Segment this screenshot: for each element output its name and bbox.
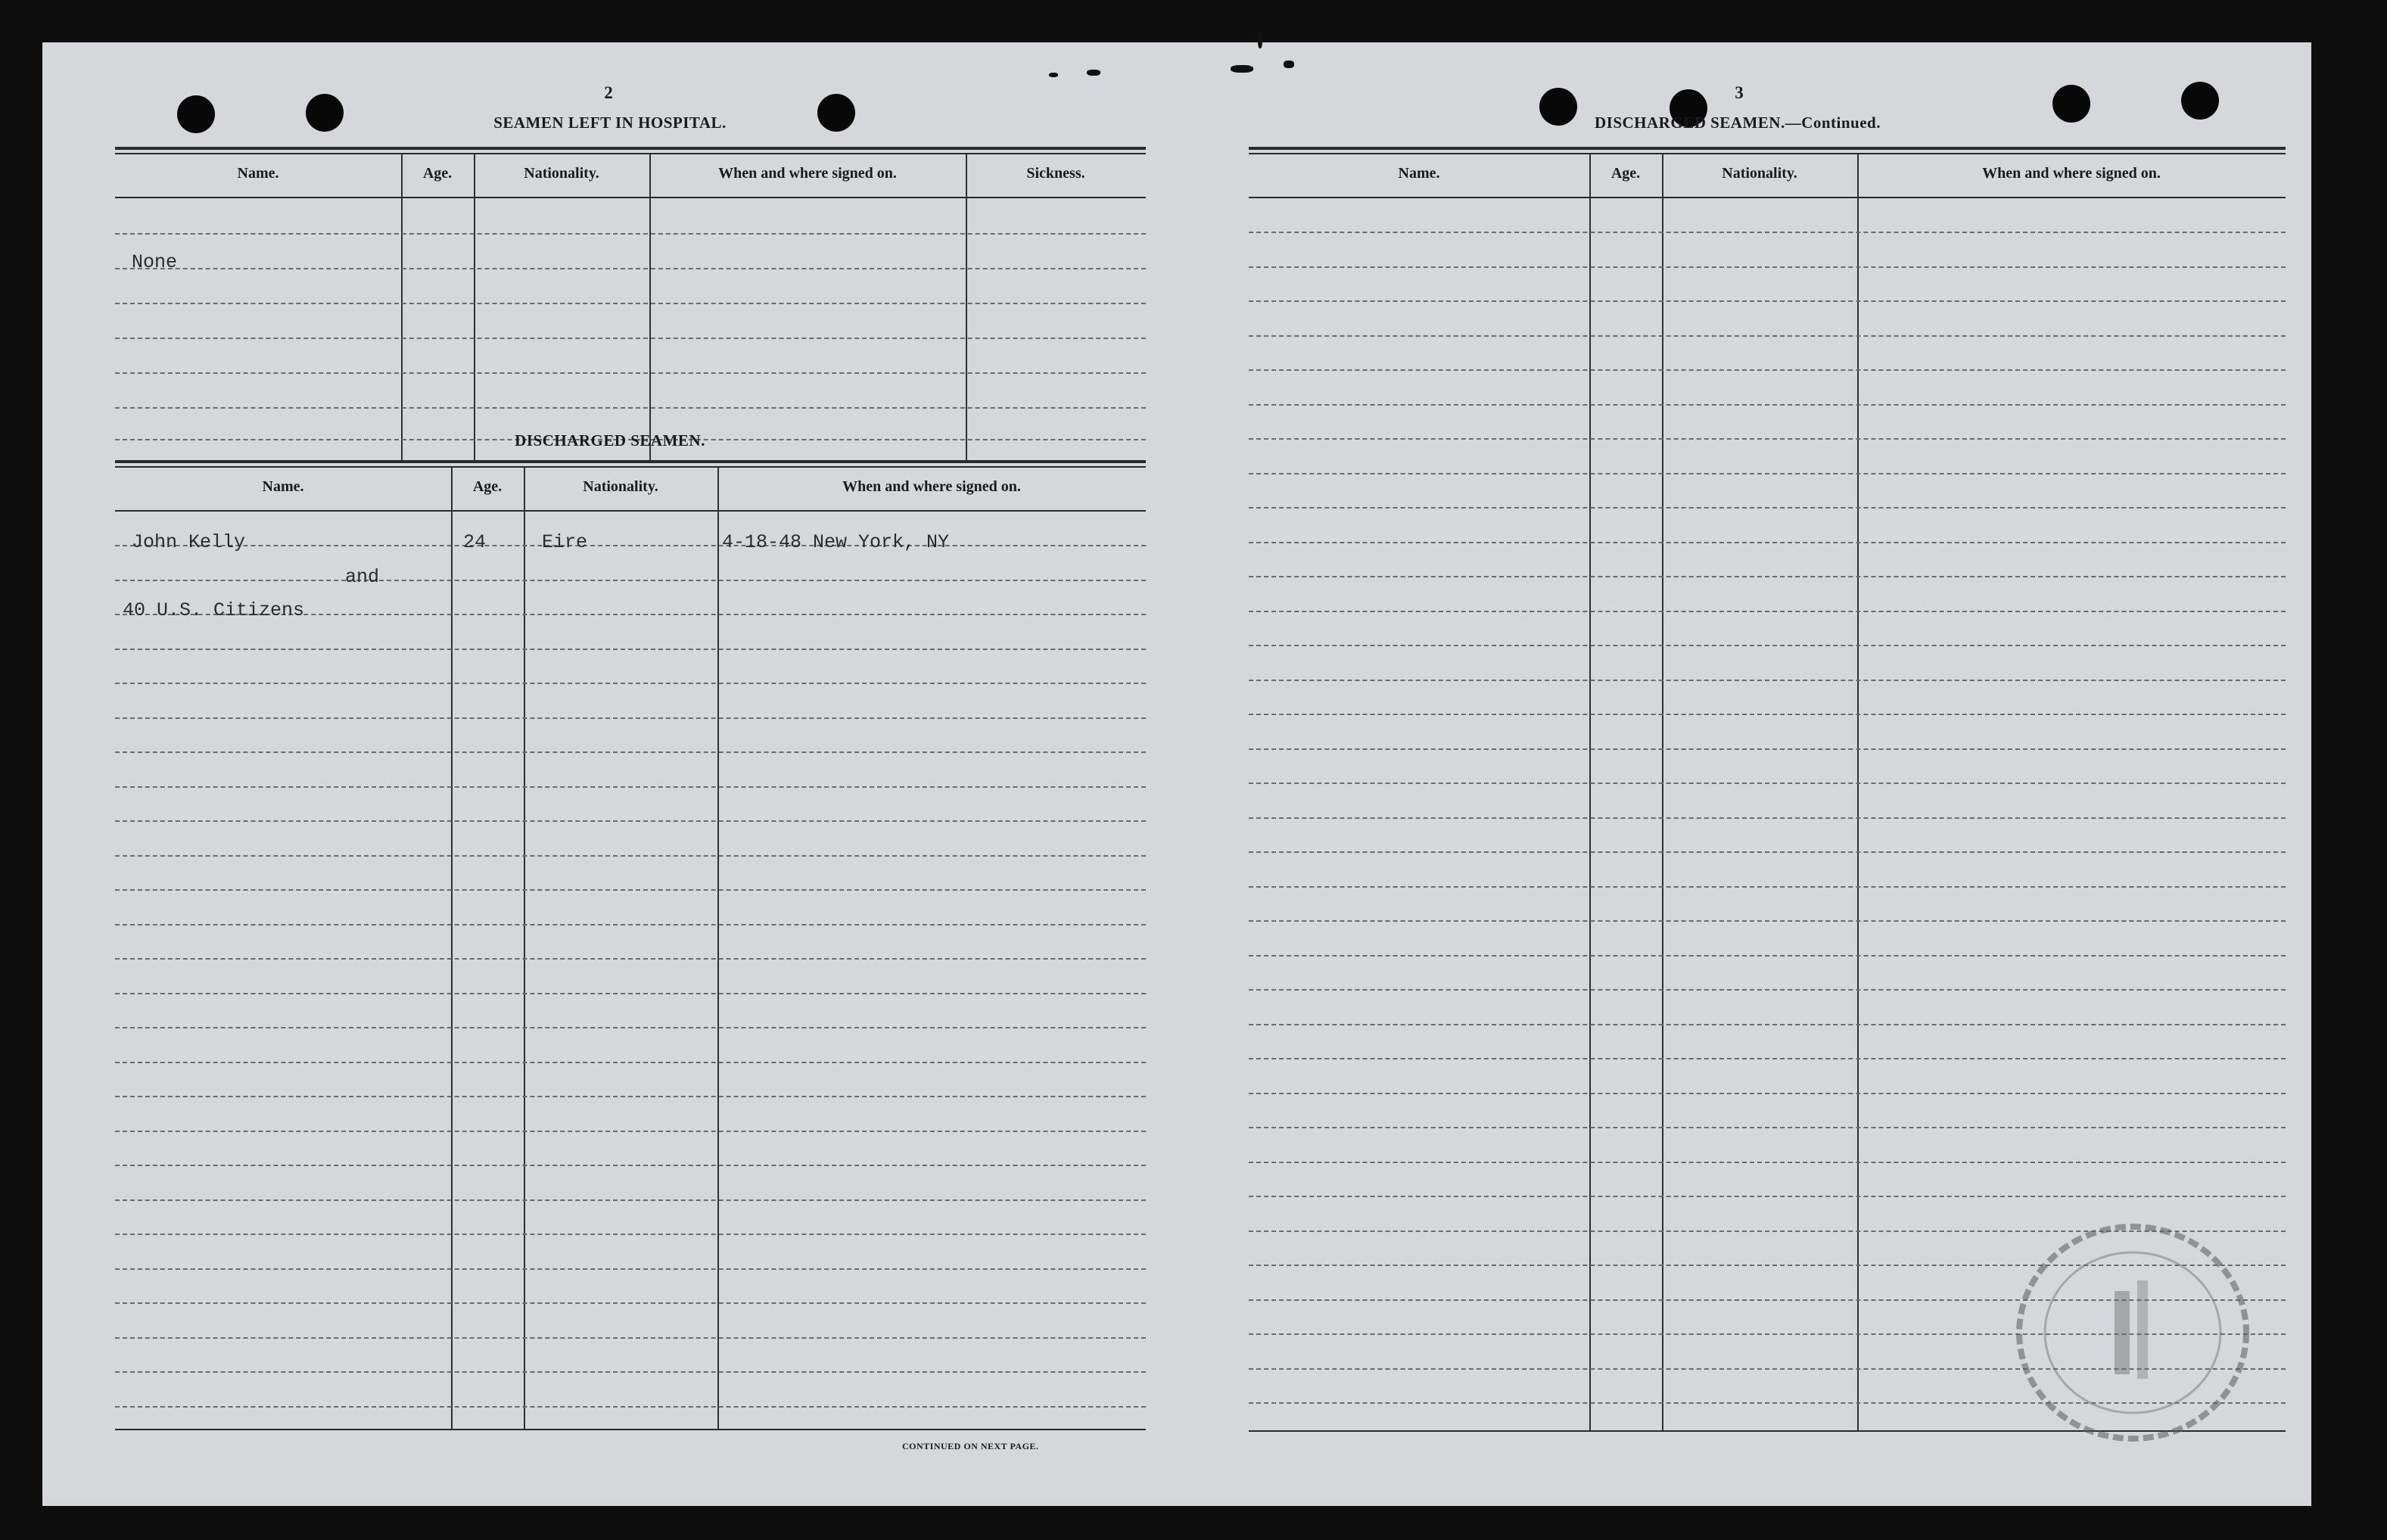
ruled-line xyxy=(1249,748,2286,750)
ruled-line xyxy=(1249,1093,2286,1094)
postal-stamp xyxy=(1981,1208,2277,1450)
ruled-line xyxy=(1249,404,2286,406)
ink-speck xyxy=(1258,32,1262,48)
ruled-line xyxy=(115,407,1146,409)
hospital-col-name: Name. xyxy=(237,165,279,182)
ruled-line xyxy=(115,1062,1146,1063)
ruled-line xyxy=(1249,1162,2286,1163)
hospital-top-rule-2 xyxy=(115,153,1146,154)
hospital-top-rule xyxy=(115,147,1146,150)
discharged-row-signed-on: 4-18-48 New York, NY xyxy=(722,531,950,553)
ink-speck xyxy=(1284,61,1294,68)
hospital-header-rule xyxy=(115,197,1146,198)
ruled-line xyxy=(115,1027,1146,1028)
ruled-line xyxy=(1249,680,2286,681)
ruled-line xyxy=(115,372,1146,374)
ruled-line xyxy=(1249,817,2286,819)
right-col-nationality: Nationality. xyxy=(1722,165,1797,182)
hospital-col-nationality: Nationality. xyxy=(524,165,599,182)
ruled-line xyxy=(115,786,1146,788)
ruled-line xyxy=(1249,369,2286,371)
discharged-bottom-rule xyxy=(115,1429,1146,1430)
ruled-line xyxy=(1249,335,2286,337)
ruled-line xyxy=(115,820,1146,822)
discharged-header-rule xyxy=(115,510,1146,512)
right-top-rule xyxy=(1249,147,2286,150)
ruled-line xyxy=(115,1131,1146,1132)
ruled-line xyxy=(115,855,1146,857)
ruled-line xyxy=(1249,920,2286,922)
ruled-line xyxy=(1249,1196,2286,1197)
page-number-left: 2 xyxy=(604,83,613,102)
right-col-age: Age. xyxy=(1611,165,1641,182)
ruled-line xyxy=(1249,782,2286,784)
hospital-col-divider xyxy=(474,154,475,460)
hospital-section-title: SEAMEN LEFT IN HOSPITAL. xyxy=(493,114,727,132)
ruled-line xyxy=(1249,1127,2286,1128)
binder-hole xyxy=(2181,82,2219,120)
ruled-line xyxy=(115,993,1146,994)
right-top-rule-2 xyxy=(1249,153,2286,154)
ruled-line xyxy=(1249,989,2286,991)
ruled-line xyxy=(1249,473,2286,474)
ruled-line xyxy=(1249,576,2286,577)
ink-speck xyxy=(1049,73,1058,77)
ruled-line xyxy=(115,1199,1146,1201)
ruled-line xyxy=(115,751,1146,753)
ruled-line xyxy=(1249,886,2286,888)
page-number-right: 3 xyxy=(1735,83,1744,102)
hospital-col-age: Age. xyxy=(422,165,453,182)
ruled-line xyxy=(115,1302,1146,1304)
discharged-top-rule xyxy=(115,460,1146,463)
ruled-line xyxy=(115,649,1146,650)
ink-speck xyxy=(1231,65,1253,73)
binder-hole xyxy=(177,95,215,133)
ruled-line xyxy=(115,1268,1146,1270)
ruled-line xyxy=(115,1371,1146,1373)
hospital-col-divider xyxy=(401,154,403,460)
ruled-line xyxy=(1249,507,2286,509)
ruled-line xyxy=(115,268,1146,269)
discharged-col-divider xyxy=(717,468,719,1429)
hospital-col-divider xyxy=(966,154,967,460)
ruled-line xyxy=(115,1406,1146,1408)
discharged-row-nationality: Eire xyxy=(542,531,588,553)
discharged-top-rule-2 xyxy=(115,466,1146,468)
right-header-rule xyxy=(1249,197,2286,198)
right-col-name: Name. xyxy=(1398,165,1440,182)
discharged-col-divider xyxy=(451,468,453,1429)
discharged-row-age: 24 xyxy=(463,531,487,553)
ink-speck xyxy=(1087,70,1100,76)
ruled-line xyxy=(1249,232,2286,233)
hospital-col-divider xyxy=(649,154,651,460)
hospital-col-sickness: Sickness. xyxy=(1026,165,1085,182)
ruled-line xyxy=(1249,1058,2286,1059)
discharged-col-nationality: Nationality. xyxy=(583,478,658,495)
ruled-line xyxy=(115,889,1146,891)
ruled-line xyxy=(115,924,1146,926)
discharged-section-title: DISCHARGED SEAMEN. xyxy=(515,431,705,450)
right-col-signed-on: When and where signed on. xyxy=(1982,165,2161,182)
hospital-entry-none: None xyxy=(132,251,178,273)
discharged-row-name: John Kelly xyxy=(132,531,246,553)
ruled-line xyxy=(1249,714,2286,715)
ruled-line xyxy=(1249,851,2286,853)
ruled-line xyxy=(115,338,1146,339)
ruled-line xyxy=(115,1337,1146,1339)
right-col-divider xyxy=(1857,154,1859,1430)
binder-hole xyxy=(2052,85,2090,123)
ruled-line xyxy=(115,233,1146,235)
discharged-and-text: and xyxy=(345,566,380,588)
discharged-col-divider xyxy=(524,468,525,1429)
ruled-line xyxy=(1249,645,2286,646)
ruled-line xyxy=(115,545,1146,546)
right-section-title: DISCHARGED SEAMEN.—Continued. xyxy=(1595,114,1881,132)
ruled-line xyxy=(115,1234,1146,1235)
ruled-line xyxy=(115,580,1146,581)
ruled-line xyxy=(1249,955,2286,957)
discharged-col-age: Age. xyxy=(472,478,503,495)
ruled-line xyxy=(115,717,1146,719)
hospital-col-signed-on: When and where signed on. xyxy=(718,165,897,182)
ruled-line xyxy=(115,303,1146,304)
ruled-line xyxy=(115,1096,1146,1097)
ruled-line xyxy=(1249,611,2286,612)
continued-note: CONTINUED ON NEXT PAGE. xyxy=(902,1441,1039,1451)
ruled-line xyxy=(115,1165,1146,1166)
ruled-line xyxy=(1249,300,2286,302)
ruled-line xyxy=(1249,438,2286,440)
binder-hole xyxy=(306,94,344,132)
ruled-line xyxy=(1249,266,2286,268)
discharged-citizens-note: 40 U.S. Citizens xyxy=(123,599,305,621)
document-sheet xyxy=(42,42,2311,1506)
discharged-col-signed-on: When and where signed on. xyxy=(842,478,1021,495)
binder-hole xyxy=(817,94,855,132)
discharged-col-name: Name. xyxy=(262,478,304,495)
ruled-line xyxy=(1249,542,2286,543)
ruled-line xyxy=(1249,1024,2286,1025)
right-col-divider xyxy=(1589,154,1591,1430)
ruled-line xyxy=(115,958,1146,960)
right-col-divider xyxy=(1662,154,1663,1430)
ruled-line xyxy=(115,683,1146,684)
